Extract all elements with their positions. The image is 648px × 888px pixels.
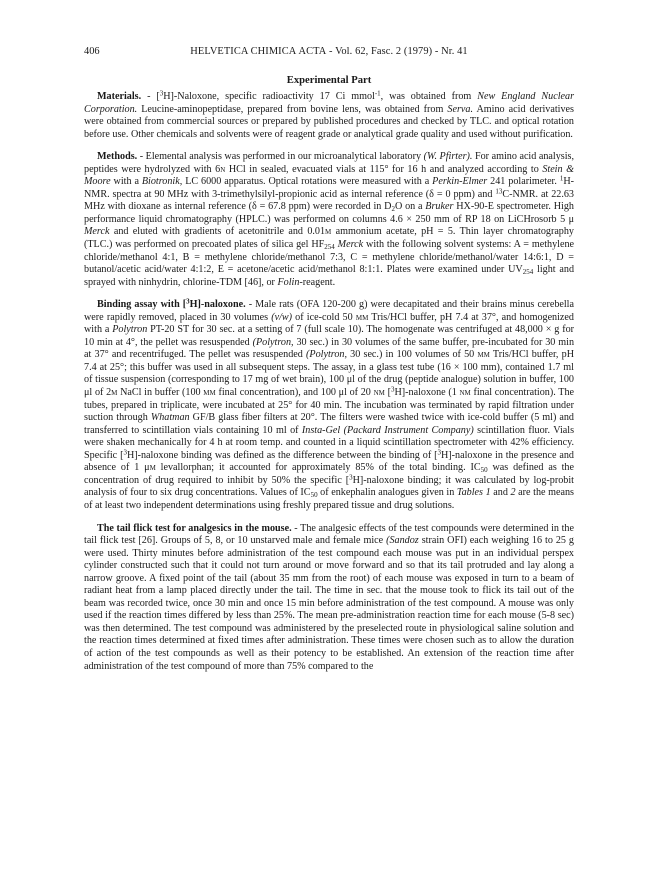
- journal-name: HELVETICA CHIMICA ACTA: [190, 46, 327, 57]
- paragraph-binding-assay: Binding assay with [$^3$H]-naloxone. - Male rats (OFA 120-200 g) were decapitated and their brains minus cerebella were rapidly removed, placed in 30 volumes (v/w) of ice-cold 50 mm Tris/HCl buffer, pH 7.4 at 37°, and homogenized with a Polytron PT-20 ST for 30 sec. at a setting of 7 (full scale 10). The homogenate was centrifuged at 48,000 × g for 10 min at 4°, the pellet was resuspended (Polytron, 30 sec.) in 30 volumes of the same buffer, pre-incubated for 30 min at 37° and recentrifuged. The pellet was resuspended (Polytron, 30 sec.) in 100 volumes of 50 mm Tris/HCl buffer, pH 7.4 at 25°; this buffer was used in all subsequent steps. The assay, in a glass test tube (16 × 100 mm), contained 1.7 ml of tissue suspension (corresponding to 17 mg of wet brain), 100 μl of the drug (peptide analogue) solution in buffer, 100 μl of 2m NaCl in buffer (100 mm final concentration), and 100 μl of 20 nm [$^3$H]-naloxone (1 nm final concentration). The tubes, prepared in triplicate, were incubated at 25° for 40 min. The incubation was terminated by rapid filtration under suction through Whatman GF/B glass fiber filters at 20°. The filters were washed twice with ice-cold buffer (5 ml) and transferred to scintillation vials containing 10 ml of Insta-Gel (Packard Instrument Company) scintillation fluor. Vials were shaken mechanically for 4 h at room temp. and counted in a liquid scintillation spectrometer with 42% efficiency. Specific [$^3$H]-naloxone binding was defined as the difference between the binding of [$^3$H]-naloxone in the presence and absence of 1 μm levallorphan; it accounted for approximately 85% of the total binding. $IC_{50}$ was defined as the concentration of drug required to inhibit by 50% the specific [$^3$H]-naloxone binding; it was calculated by log-probit analysis of four to six drug concentrations. Values of $IC_{50}$ of enkephalin analogues given in Tables 1 and 2 are the means of at least two independent determinations using freshly prepared tissue and drug solutions.: [84, 297, 575, 511]
- running-head: [84, 44, 574, 60]
- paragraph-materials: Materials. - [$^3$H]-Naloxone, specific radioactivity 17 Ci mmol$^{-1}$, was obtained from New England Nuclear Corporation. Leucine-aminopeptidase, prepared from bovine lens, was obtained from Serva. Amino acid derivatives were obtained from commercial sources or prepared by published procedures and checked by TLC. and optical rotation before use. Other chemicals and solvents were of reagent grade or analytical grade quality and used without purification.: [84, 89, 575, 140]
- volume-info: - Vol. 62, Fasc. 2 (1979) - Nr. 41: [326, 46, 468, 57]
- page: [84, 44, 574, 673]
- paragraph-tail-flick: The tail flick test for analgesics in the mouse. - The analgesic effects of the test compounds were determined in the tail flick test [26]. Groups of 5, 8, or 10 unstarved male and female mice (Sandoz strain OFI) each weighing 16 to 25 g were used. Thirty minutes before administration of the test compound each mouse was put in an individual perspex cylinder constructed such that it could not turn around or move forward and so that its tail protruded and lay along a narrow groove. A fixed point of the tail (about 35 mm from the root) of each mouse was exposed in turn to a beam of radiant heat from a lamp placed directly under the tail. The time in sec. that the mouse took to flick its tail out of the beam was recorded twice, once 30 min and once 15 min before administration of the test compound. A mouse was only used if the reaction times differed by less than 25%. The mean pre-administration reaction time for each mouse (5-8 sec) was then determined. The test compound was administered by the preselected route in physiological saline solution and the reaction times determined at fixed times after administration. These times were chosen such as to allow the duration of action of the test compounds as well as their potency to be established. An extension of the reaction time after administration of the test compound of more than 75% compared to the: [84, 522, 574, 672]
- binding-heading: Binding assay with [$^3$H]-naloxone.: [97, 297, 246, 311]
- page-number: 406: [84, 46, 100, 57]
- paragraph-methods: Methods. - Elemental analysis was performed in our microanalytical laboratory (W. Pfirter). For amino acid analysis, peptides were hydrolyzed with 6n HCl in sealed, evacuated vials at 115° for 16 h and analyzed according to Stein & Moore with a Biotronik, LC 6000 apparatus. Optical rotations were measured with a Perkin-Elmer 241 polarimeter. $^1$H-NMR. spectra at 90 MHz with 3-trimethylsilyl-propionic acid as internal reference (δ = 0 ppm) and $^{13}$C-NMR. at 22.63 MHz with dioxane as internal reference (δ = 67.8 ppm) were recorded in $D_2O$ on a Bruker HX-90-E spectrometer. High performance liquid chromatography (HPLC.) was performed on columns 4.6 × 250 mm of RP 18 on LiCHrosorb 5 μ Merck and eluted with gradients of acetonitrile and 0.01m ammonium acetate, pH = 5. Thin layer chromatography (TLC.) was performed on precoated plates of silica gel $HF_{254}$ Merck with the following solvent systems: A = methylene chloride/methanol 4:1, B = methylene chloride/methanol 7:3, C = methylene chloride/methanol/water 14:6:1, D = butanol/acetic acid/water 4:1:2, E = acetone/acetic acid/methanol 8:1:1. Plates were examined under $UV_{254}$ light and sprayed with ninhydrin, chlorine-TDM [46], or Folin-reagent.: [84, 151, 575, 288]
- tail-flick-heading: The tail flick test for analgesics in the mouse.: [97, 522, 292, 534]
- methods-heading: Methods.: [97, 151, 138, 163]
- section-title: Experimental Part: [286, 75, 372, 86]
- journal-citation: [124, 44, 574, 60]
- materials-heading: Materials.: [97, 91, 142, 102]
